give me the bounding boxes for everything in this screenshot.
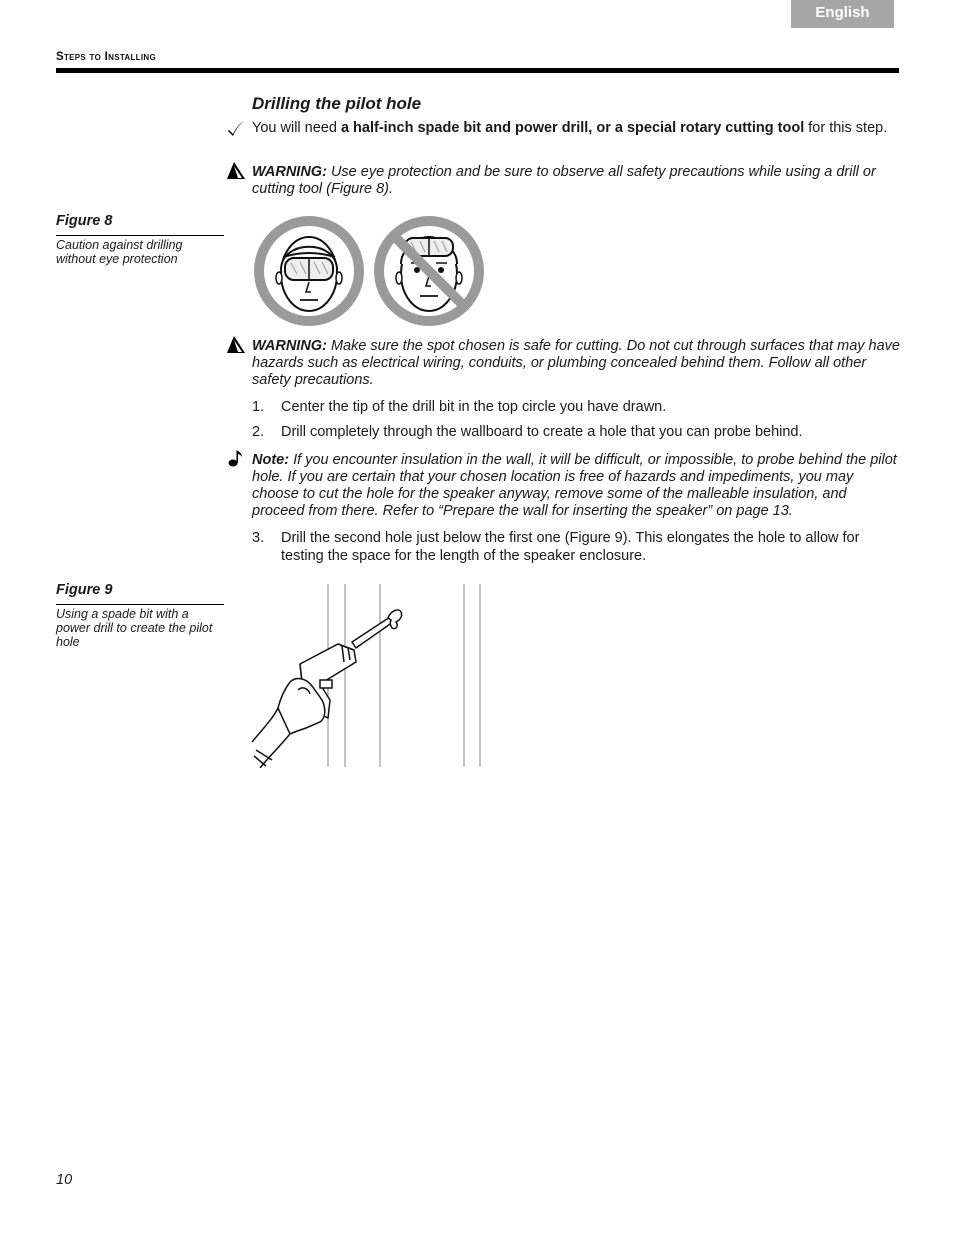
page-number: 10	[56, 1172, 73, 1188]
music-note-icon	[226, 448, 246, 468]
warning-hidden-hazards: WARNING: Make sure the spot chosen is safe for cutting. Do not cut through surfaces that may have hazards such as electrical wiring, conduits, or plumbing concealed behind them. Follow all other safety precautions.	[252, 338, 900, 388]
step-number: 3.	[252, 530, 265, 546]
step-number: 1.	[252, 399, 265, 415]
figure9-caption: Using a spade bit with a power drill to create the pilot hole	[56, 607, 213, 649]
note-insulation: Note: If you encounter insulation in the wall, it will be difficult, or impossible, to probe behind the pilot hole. If you are certain that your chosen location is free of hazards and impediments, you may choose to cut the hole for the speaker anyway, remove some of the malleable insulation, and proceed from there. Refer to “Prepare the wall for inserting the speaker” on page 13.	[252, 452, 897, 519]
step-1	[252, 398, 900, 416]
warning-triangle-icon	[226, 161, 246, 181]
step-text: Center the tip of the drill bit in the top circle you have drawn.	[281, 399, 667, 415]
spade-bit	[352, 610, 402, 648]
no-goggles-prohibited-icon	[379, 221, 479, 321]
language-tab[interactable]: English	[791, 0, 894, 28]
goggles-on-face-icon	[259, 221, 359, 321]
warning-triangle-icon	[226, 335, 246, 355]
requirements-paragraph: You will need a half-inch spade bit and power drill, or a special rotary cutting tool for this step.	[252, 120, 888, 136]
step-text: Drill completely through the wallboard to create a hole that you can probe behind.	[281, 424, 803, 440]
step-3	[252, 529, 900, 565]
step-2	[252, 423, 900, 441]
figure8-title: Figure 8	[56, 213, 113, 229]
figure8-rule	[56, 235, 224, 236]
checkmark-icon	[226, 119, 246, 139]
warning-eye-protection: WARNING: Use eye protection and be sure to observe all safety precautions while using a drill or cutting tool (Figure 8).	[252, 164, 876, 197]
section-divider	[56, 68, 899, 73]
figure8-caption: Caution against drilling without eye protection	[56, 238, 183, 266]
figure9-title: Figure 9	[56, 582, 113, 598]
hand-holding-drill	[252, 679, 325, 768]
section-header: Steps to Installing	[56, 51, 156, 63]
step-text: Drill the second hole just below the first one (Figure 9). This elongates the hole to allow for testing the space for the length of the speaker enclosure.	[281, 530, 860, 564]
page-heading: Drilling the pilot hole	[252, 94, 422, 113]
figure9-rule	[56, 604, 224, 605]
eye-protection-illustration	[252, 214, 488, 330]
step-number: 2.	[252, 424, 265, 440]
wall-lines	[328, 584, 480, 767]
drill-illustration	[250, 582, 490, 768]
